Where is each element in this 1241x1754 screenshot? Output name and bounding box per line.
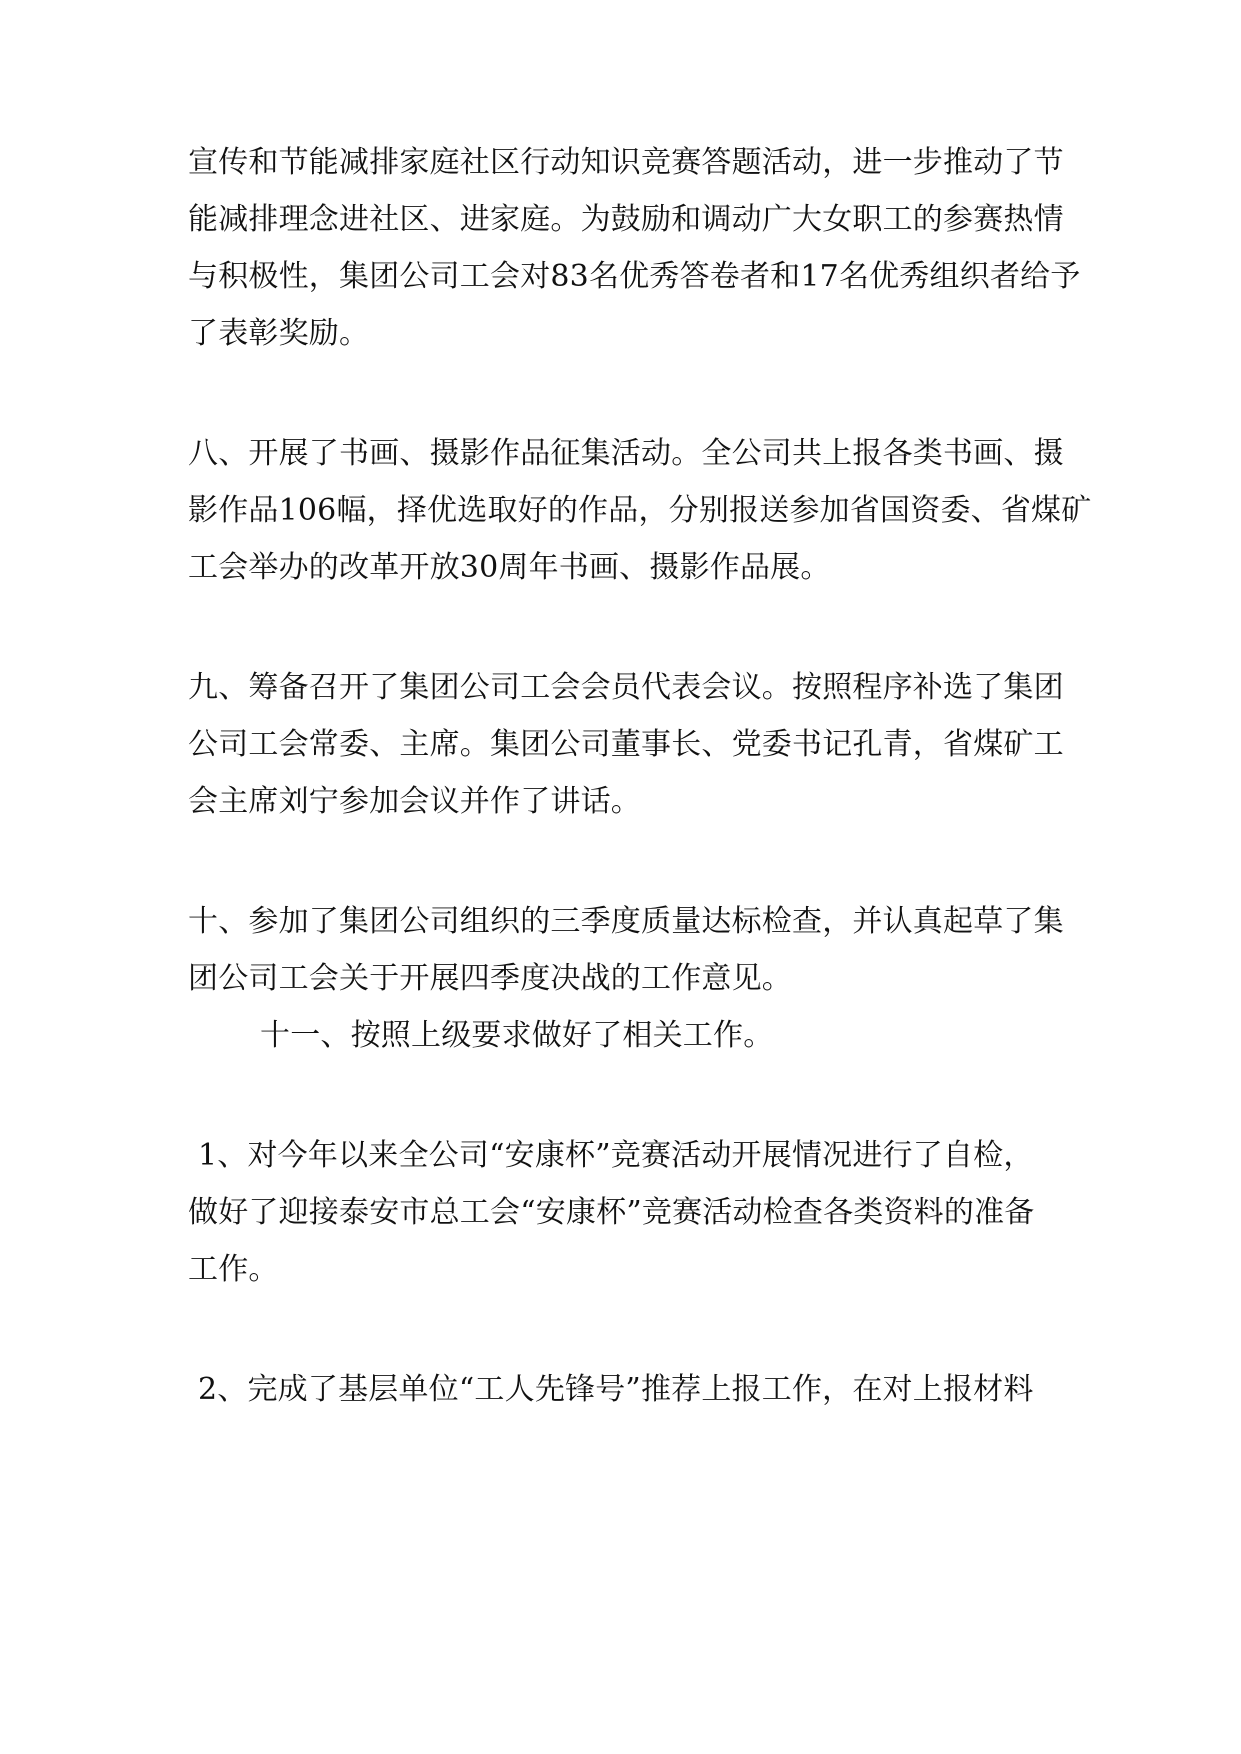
item-2-line-1: 2、完成了基层单位“工人先锋号”推荐上报工作，在对上报材料	[198, 1372, 1034, 1407]
paragraph-8-line-2: 影作品106幅，择优选取好的作品，分别报送参加省国资委、省煤矿	[188, 493, 1092, 528]
paragraph-1-line-3: 与积极性，集团公司工会对83名优秀答卷者和17名优秀组织者给予	[188, 259, 1081, 294]
paragraph-10-line-1: 十、参加了集团公司组织的三季度质量达标检查，并认真起草了集	[188, 904, 1064, 939]
paragraph-10-line-2: 团公司工会关于开展四季度决战的工作意见。	[188, 961, 792, 996]
item-1-line-3: 工作。	[188, 1252, 279, 1287]
paragraph-8-line-1: 八、开展了书画、摄影作品征集活动。全公司共上报各类书画、摄	[188, 436, 1064, 471]
paragraph-1-line-2: 能减排理念进社区、进家庭。为鼓励和调动广大女职工的参赛热情	[188, 202, 1064, 237]
paragraph-1-line-1: 宣传和节能减排家庭社区行动知识竞赛答题活动，进一步推动了节	[188, 145, 1064, 180]
item-1-line-1: 1、对今年以来全公司“安康杯”竞赛活动开展情况进行了自检，	[198, 1138, 1034, 1173]
paragraph-11-heading: 十一、按照上级要求做好了相关工作。	[260, 1018, 774, 1053]
paragraph-9-line-3: 会主席刘宁参加会议并作了讲话。	[188, 784, 641, 819]
item-1-line-2: 做好了迎接泰安市总工会“安康杯”竞赛活动检查各类资料的准备	[188, 1195, 1035, 1230]
paragraph-9-line-1: 九、筹备召开了集团公司工会会员代表会议。按照程序补选了集团	[188, 670, 1064, 705]
paragraph-8-line-3: 工会举办的改革开放30周年书画、摄影作品展。	[188, 550, 831, 585]
paragraph-9-line-2: 公司工会常委、主席。集团公司董事长、党委书记孔青，省煤矿工	[188, 727, 1064, 762]
paragraph-1-line-4: 了表彰奖励。	[188, 316, 370, 351]
